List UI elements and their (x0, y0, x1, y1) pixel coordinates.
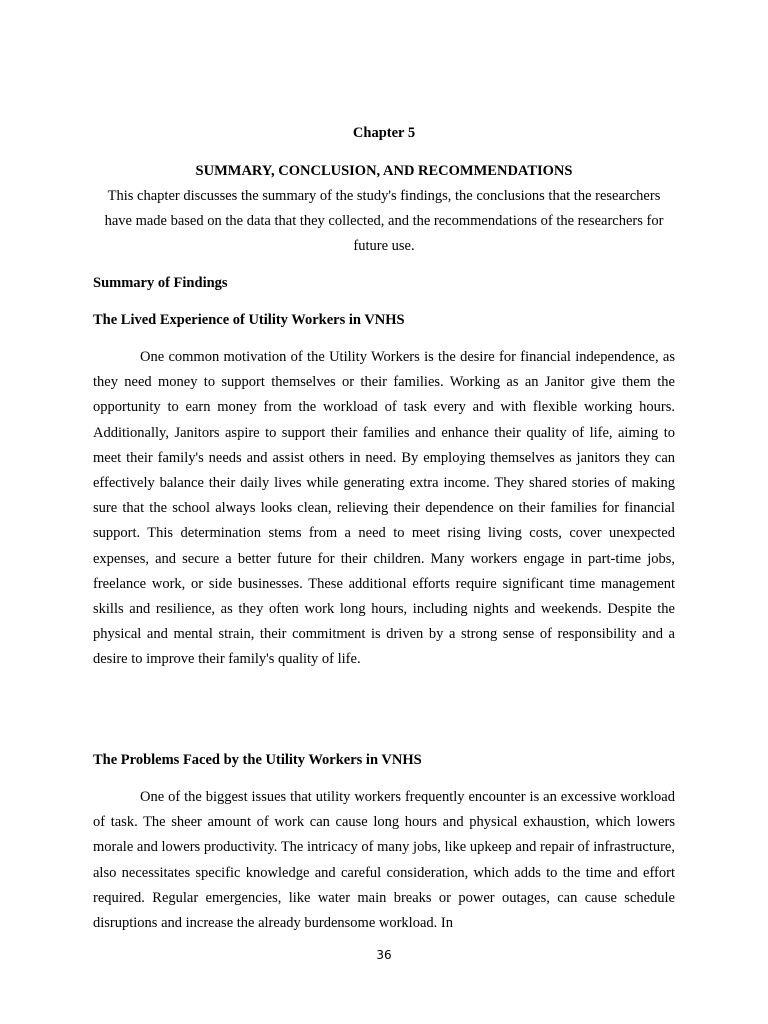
paragraph-problems: One of the biggest issues that utility workers frequently encounter is an excessive workload of task. The sheer amount of work can cause long hours and physical exhaustion, which lowers morale and lowers productivity. The intricacy of many jobs, like upkeep and repair of infrastructure, also necessitates specific knowledge and careful consideration, which adds to the time and effort required. Regular emergencies, like water main breaks or power outages, can cause schedule disruptions and increase the already burdensome workload. In (93, 789, 675, 932)
subsection-heading-lived-experience: The Lived Experience of Utility Workers in VNHS (93, 312, 405, 328)
paragraph-lived-experience: One common motivation of the Utility Workers is the desire for financial independence, as they need money to support themselves or their families. Working as an Janitor give them the opportunity to earn money from the workload of task every and with flexible working hours. Additionally, Janitors aspire to support their families and enhance their quality of life, aiming to meet their family's needs and assist others in need. By employing themselves as janitors they can effectively balance their daily lives while generating extra income. They shared stories of making sure that the school always looks clean, relieving their dependence on their families for financial support. This determination stems from a need to meet rising living costs, cover unexpected expenses, and secure a better future for their children. Many workers engage in part-time jobs, freelance work, or side businesses. These additional efforts require significant time management skills and resilience, as they often work long hours, including nights and weekends. Despite the physical and mental strain, their commitment is driven by a strong sense of responsibility and a desire to improve their family's quality of life. (93, 349, 675, 668)
chapter-label: Chapter 5 (352, 125, 416, 141)
subsection-heading-problems: The Problems Faced by the Utility Workers in VNHS (93, 752, 422, 768)
page-number: 36 (376, 948, 392, 962)
chapter-intro: This chapter discusses the summary of the study's findings, the conclusions that the researchers have made based on the data that they collected, and the recommendations of the researchers for future use. (104, 188, 664, 254)
section-heading-summary: Summary of Findings (93, 275, 228, 291)
chapter-title: SUMMARY, CONCLUSION, AND RECOMMENDATIONS (195, 163, 573, 179)
